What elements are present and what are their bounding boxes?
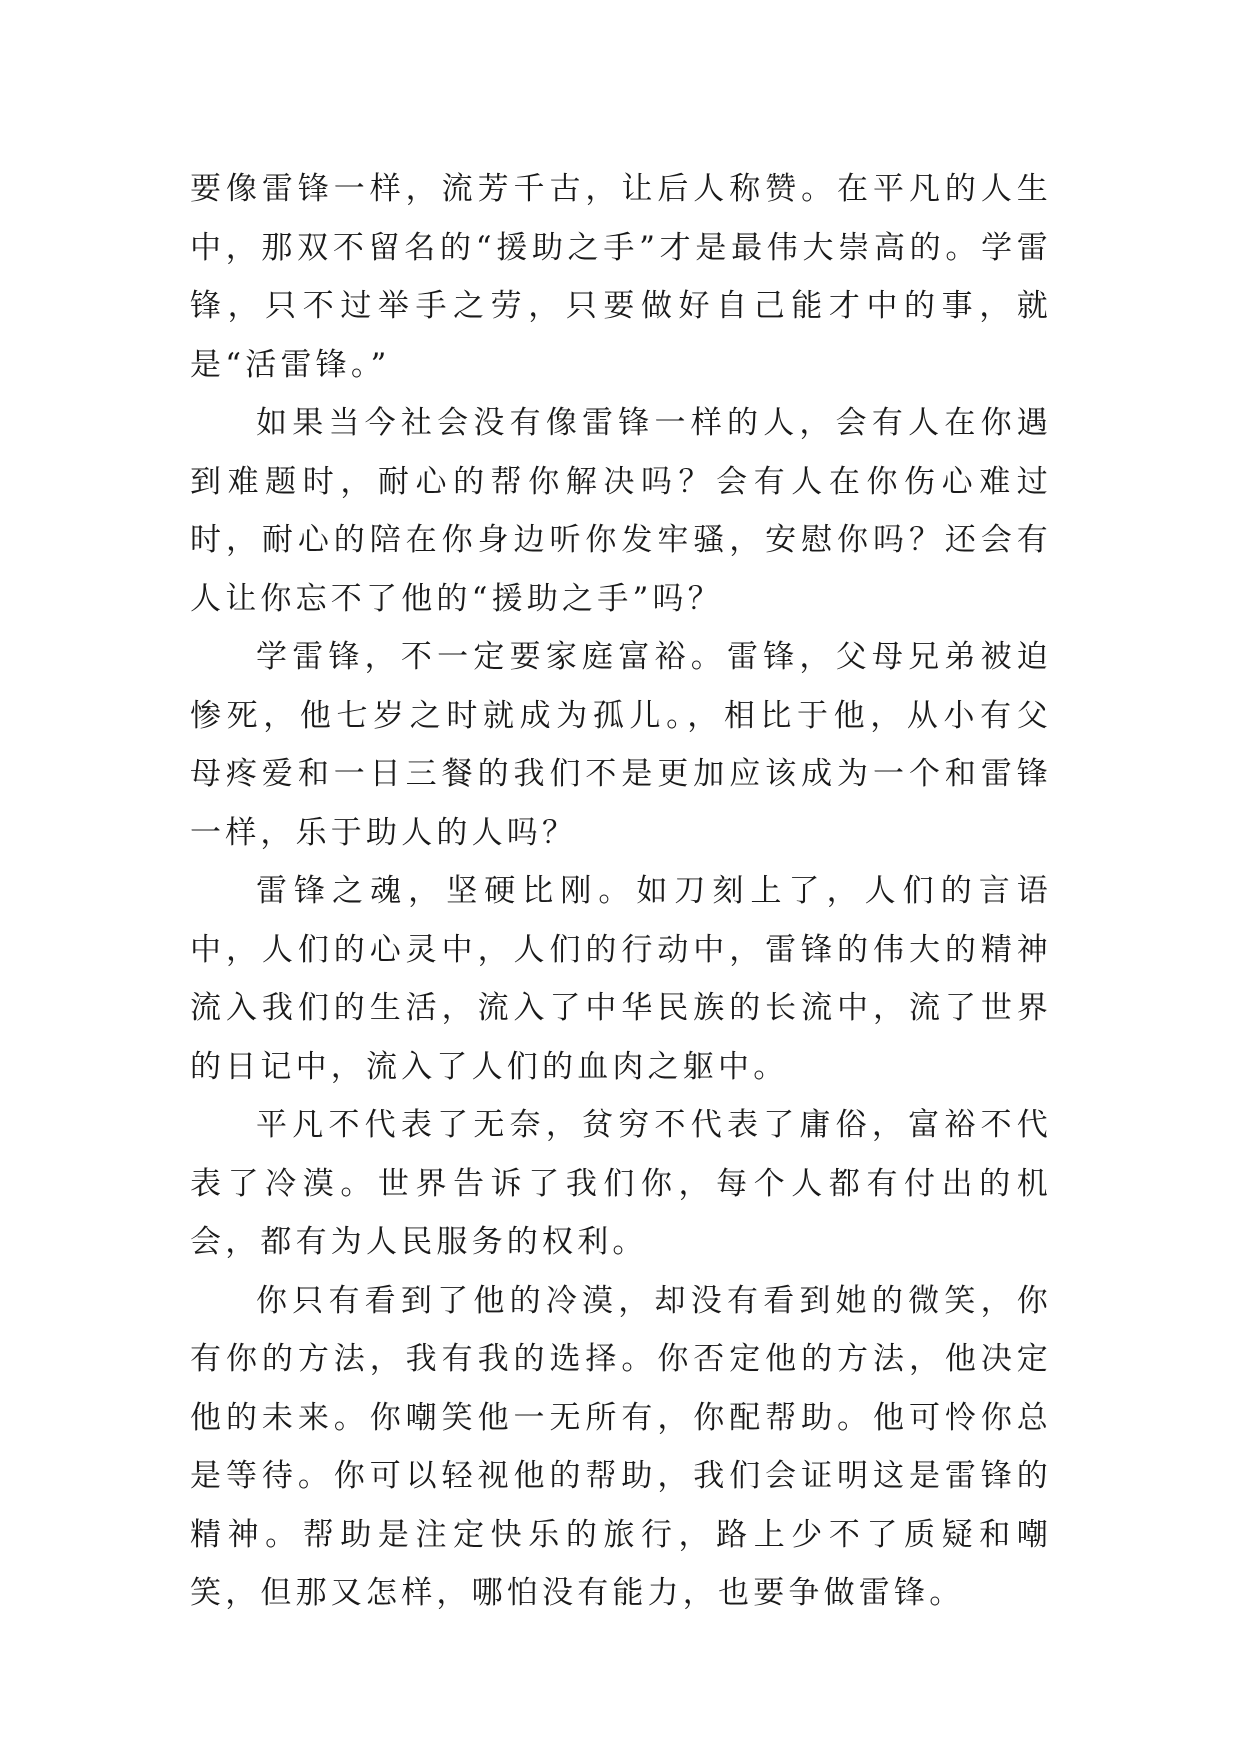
document-body — [190, 160, 1052, 1623]
paragraph-6: 你只有看到了他的冷漠，却没有看到她的微笑，你有你的方法，我有我的选择。你否定他的方法，他决定他的未来。你嘲笑他一无所有，你配帮助。他可怜你总是等待。你可以轻视他的帮助，我们会证明这是雷锋的精神。帮助是注定快乐的旅行，路上少不了质疑和嘲笑，但那又怎样，哪怕没有能力，也要争做雷锋。 — [190, 1282, 1052, 1611]
paragraph-1: 要像雷锋一样，流芳千古，让后人称赞。在平凡的人生中，那双不留名的“援助之手”才是最伟大崇高的。学雷锋，只不过举手之劳，只要做好自己能才中的事，就是“活雷锋。” — [190, 171, 1052, 383]
paragraph-3: 学雷锋，不一定要家庭富裕。雷锋，父母兄弟被迫惨死，他七岁之时就成为孤儿。，相比于他，从小有父母疼爱和一日三餐的我们不是更加应该成为一个和雷锋一样，乐于助人的人吗？ — [190, 639, 1052, 851]
paragraph-2: 如果当今社会没有像雷锋一样的人，会有人在你遇到难题时，耐心的帮你解决吗？会有人在你伤心难过时，耐心的陪在你身边听你发牢骚，安慰你吗？还会有人让你忘不了他的“援助之手”吗？ — [190, 405, 1052, 617]
paragraph-4: 雷锋之魂，坚硬比刚。如刀刻上了，人们的言语中，人们的心灵中，人们的行动中，雷锋的伟大的精神流入我们的生活，流入了中华民族的长流中，流了世界的日记中，流入了人们的血肉之躯中。 — [190, 873, 1052, 1085]
paragraph-5: 平凡不代表了无奈，贫穷不代表了庸俗，富裕不代表了冷漠。世界告诉了我们你，每个人都有付出的机会，都有为人民服务的权利。 — [190, 1107, 1052, 1260]
